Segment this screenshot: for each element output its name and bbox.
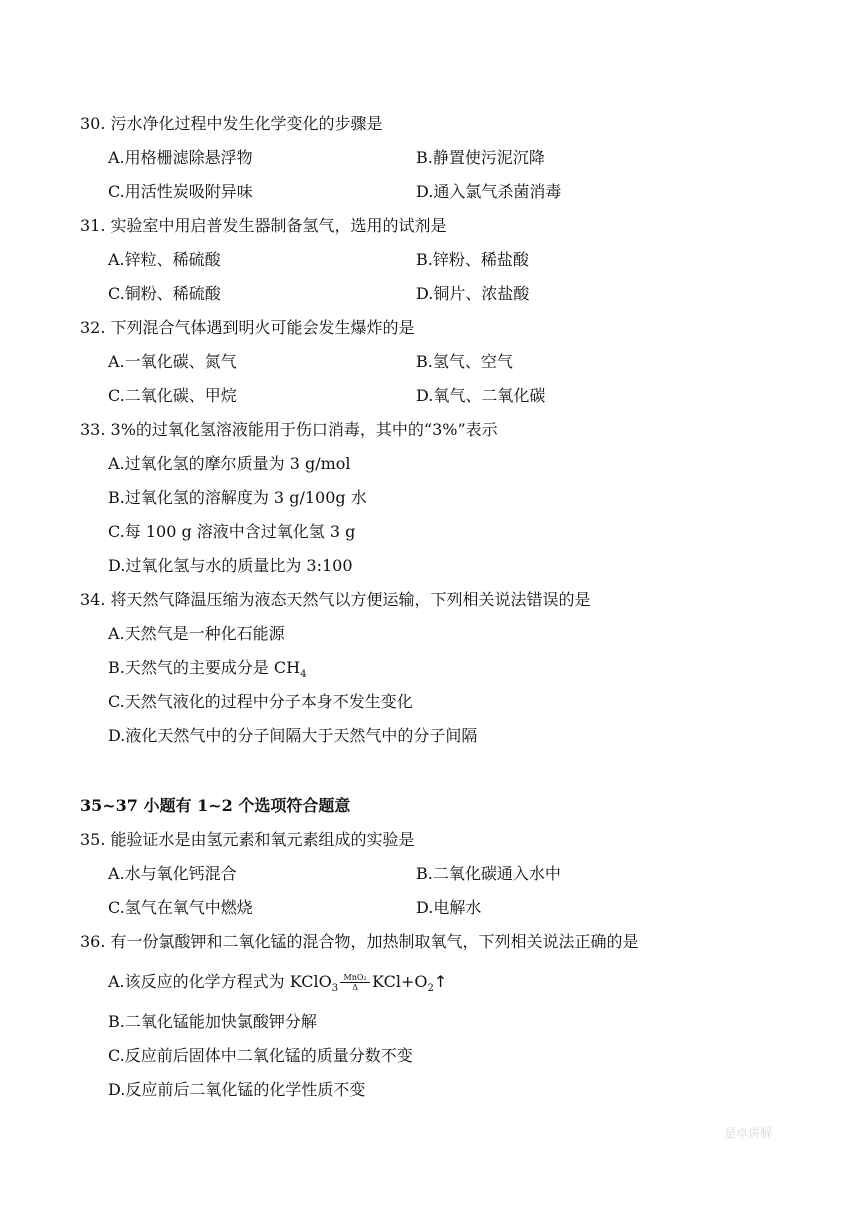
question-32-option-a: A.一氧化碳、氮气 — [108, 352, 237, 371]
heat-label: Δ — [352, 983, 358, 992]
question-31-option-d: D.铜片、浓盐酸 — [416, 284, 530, 303]
question-36-option-b: B.二氧化锰能加快氯酸钾分解 — [108, 1012, 317, 1031]
question-32-option-c: C.二氧化碳、甲烷 — [108, 386, 237, 405]
question-31-option-a: A.锌粒、稀硫酸 — [108, 250, 221, 269]
question-30-option-d: D.通入氯气杀菌消毒 — [416, 182, 562, 201]
product-text: KCl+O — [372, 972, 428, 991]
question-33-option-d: D.过氧化氢与水的质量比为 3:100 — [108, 556, 353, 575]
question-31-option-b: B.锌粉、稀盐酸 — [416, 250, 529, 269]
question-36-option-d: D.反应前后二氧化锰的化学性质不变 — [108, 1080, 366, 1099]
option-a-text: A.该反应的化学方程式为 KClO — [108, 972, 332, 991]
reaction-condition — [340, 973, 370, 992]
question-35-option-d: D.电解水 — [416, 898, 482, 917]
question-30-option-c: C.用活性炭吸附异味 — [108, 182, 253, 201]
question-34-option-c: C.天然气液化的过程中分子本身不发生变化 — [108, 692, 413, 711]
catalyst-label: MnO₂ — [343, 973, 367, 982]
option-b-text: B.天然气的主要成分是 CH — [108, 658, 301, 677]
question-34-stem: 34. 将天然气降温压缩为液态天然气以方便运输，下列相关说法错误的是 — [80, 590, 591, 609]
subscript: 3 — [331, 983, 339, 995]
question-30-stem: 30. 污水净化过程中发生化学变化的步骤是 — [80, 114, 383, 133]
question-32-stem: 32. 下列混合气体遇到明火可能会发生爆炸的是 — [80, 318, 415, 337]
question-36-stem: 36. 有一份氯酸钾和二氧化锰的混合物，加热制取氧气，下列相关说法正确的是 — [80, 932, 639, 951]
question-35-option-b: B.二氧化碳通入水中 — [416, 864, 561, 883]
subscript: 2 — [427, 983, 434, 995]
gas-arrow-icon: ↑ — [433, 972, 448, 991]
question-31-option-c: C.铜粉、稀硫酸 — [108, 284, 221, 303]
question-36-option-a — [108, 970, 447, 1001]
question-33-option-b: B.过氧化氢的溶解度为 3 g/100g 水 — [108, 488, 367, 507]
question-32-option-b: B.氢气、空气 — [416, 352, 513, 371]
question-34-option-d: D.液化天然气中的分子间隔大于天然气中的分子间隔 — [108, 726, 478, 745]
question-35-option-c: C.氢气在氧气中燃烧 — [108, 898, 253, 917]
question-34-option-b — [108, 658, 307, 685]
question-33-option-a: A.过氧化氢的摩尔质量为 3 g/mol — [108, 454, 351, 473]
question-31-stem: 31. 实验室中用启普发生器制备氢气，选用的试剂是 — [80, 216, 447, 235]
question-34-option-a: A.天然气是一种化石能源 — [108, 624, 285, 643]
question-30-option-b: B.静置使污泥沉降 — [416, 148, 545, 167]
subscript: 4 — [300, 669, 307, 681]
question-36-option-c: C.反应前后固体中二氧化锰的质量分数不变 — [108, 1046, 413, 1065]
question-33-stem: 33. 3%的过氧化氢溶液能用于伤口消毒，其中的“3%”表示 — [80, 420, 498, 439]
question-35-stem: 35. 能验证水是由氢元素和氧元素组成的实验是 — [80, 830, 415, 849]
question-33-option-c: C.每 100 g 溶液中含过氧化氢 3 g — [108, 522, 356, 541]
question-30-option-a: A.用格栅滤除悬浮物 — [108, 148, 253, 167]
section-heading: 35~37 小题有 1~2 个选项符合题意 — [80, 796, 351, 815]
question-32-option-d: D.氧气、二氧化碳 — [416, 386, 546, 405]
question-35-option-a: A.水与氧化钙混合 — [108, 864, 237, 883]
watermark: 是卓讲解 — [724, 1126, 773, 1140]
